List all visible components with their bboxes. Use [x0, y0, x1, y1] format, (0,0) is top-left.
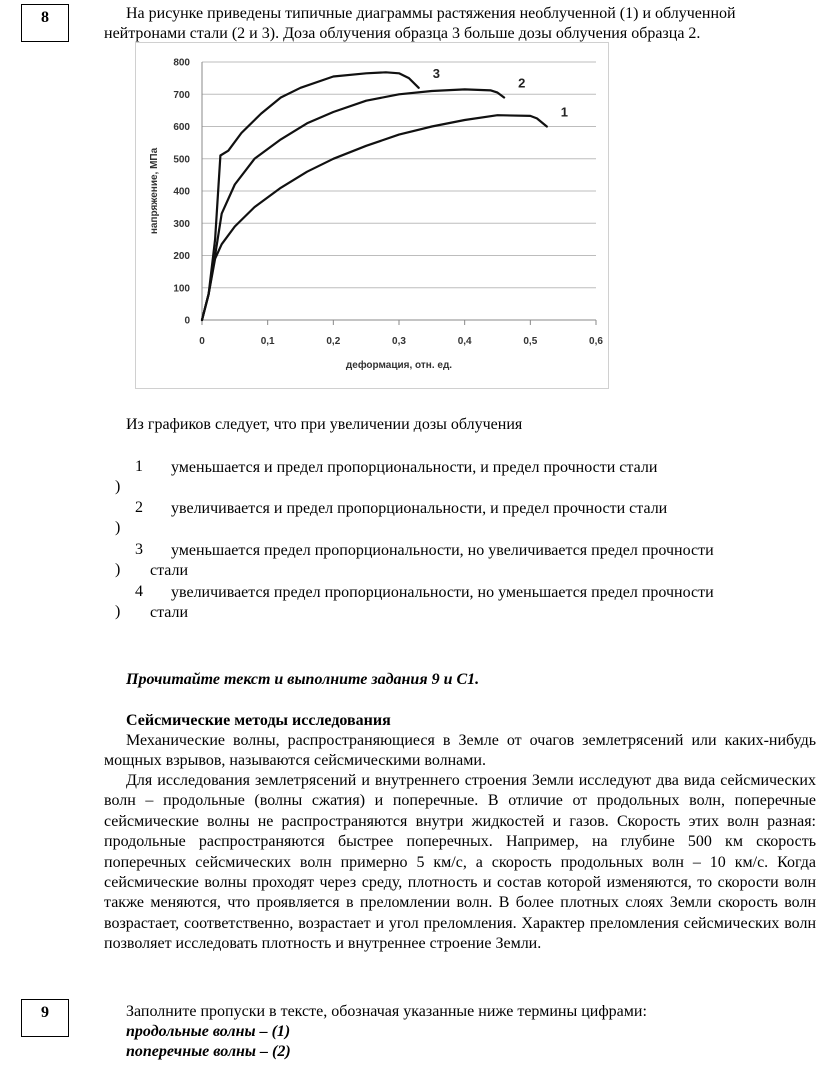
- reading-paragraph-2: Для исследования землетрясений и внутреннего строения Земли исследуют два вида сейсмических волн – продольные (волны сжатия) и поперечные. В отличие от продольных волн, поперечные сейсмические волны не распространяются внутри жидкостей и газов. Скорость этих волн разная: продольные распространяются быстрее поперечных. Например, на глубине 500 км скорость поперечных сейсмических волн примерно 5 км/с, а скорость продольных волн – 10 км/с. Когда сейсмические волны проходят через среду, плотность и состав которой изменяются, то скорости волн также меняются, что проявляется в преломлении волн. В более плотных слоях Земли скорость волн возрастает, соответственно, возрастает и угол преломления. Характер преломления сейсмических волн позволяет исследовать плотность и внутреннее строение Земли.: [104, 772, 816, 953]
- reading-paragraph-1: Механические волны, распространяющиеся в Земле от очагов землетрясений или каких-нибудь мощных взрывов, называются сейсмическими волнами.: [104, 732, 816, 769]
- y-tick-label: 400: [173, 186, 190, 198]
- option-3-text[interactable]: уменьшается предел пропорциональности, но увеличивается предел прочности: [171, 542, 714, 559]
- x-tick-label: 0,2: [326, 336, 341, 347]
- task-number-box: [21, 4, 69, 42]
- option-2-number: 2: [135, 499, 143, 516]
- x-tick-label: 0,4: [457, 336, 472, 347]
- option-2-text[interactable]: увеличивается и предел пропорциональности, и предел прочности стали: [171, 500, 668, 517]
- reading-instruction: Прочитайте текст и выполните задания 9 и С1.: [126, 671, 480, 688]
- x-tick-label: 0,1: [260, 336, 275, 347]
- x-tick-label: 0,5: [523, 336, 538, 347]
- x-axis-label: деформация, отн. ед.: [345, 360, 453, 371]
- series-line-1: [202, 115, 547, 320]
- option-3-text-line2: стали: [150, 562, 189, 579]
- task-9-instruction: Заполните пропуски в тексте, обозначая указанные ниже термины цифрами:: [126, 1003, 647, 1020]
- x-tick-label: 0,6: [589, 336, 603, 347]
- y-tick-label: 500: [173, 154, 190, 166]
- task-9-number: 9: [41, 1004, 49, 1021]
- task-intro: [104, 4, 816, 44]
- series-label-3: 3: [432, 65, 440, 81]
- y-tick-label: 0: [184, 315, 190, 327]
- x-tick-label: 0: [199, 336, 205, 347]
- task-number: 8: [41, 9, 49, 26]
- task-9-number-box: [21, 999, 69, 1037]
- option-4-text[interactable]: увеличивается предел пропорциональности, но уменьшается предел прочности: [171, 584, 714, 601]
- option-3-paren: ): [115, 561, 121, 578]
- y-tick-label: 600: [173, 122, 190, 133]
- y-tick-label: 200: [173, 251, 190, 262]
- option-4-paren: ): [115, 603, 121, 620]
- y-tick-label: 700: [173, 89, 190, 101]
- chart-svg: [136, 43, 608, 388]
- option-1-number: 1: [135, 458, 143, 475]
- series-label-1: 1: [560, 104, 568, 120]
- y-tick-label: 100: [173, 283, 190, 295]
- reading-title: Сейсмические методы исследования: [126, 712, 391, 729]
- option-2-paren: ): [115, 519, 121, 536]
- y-axis-label: напряжение, МПа: [149, 147, 160, 235]
- question-text: Из графиков следует, что при увеличении дозы облучения: [126, 416, 523, 433]
- x-tick-label: 0,3: [392, 336, 406, 347]
- stress-strain-chart: [135, 42, 609, 389]
- option-4-number: 4: [135, 583, 143, 600]
- series-line-2: [202, 89, 504, 320]
- intro-line-1: На рисунке приведены типичные диаграммы растяжения необлученной (1) и облученной: [126, 5, 736, 22]
- term-2: поперечные волны – (2): [126, 1043, 291, 1060]
- y-tick-label: 300: [173, 218, 190, 230]
- option-1-text[interactable]: уменьшается и предел пропорциональности, и предел прочности стали: [171, 459, 658, 476]
- term-1: продольные волны – (1): [126, 1023, 291, 1040]
- y-tick-label: 800: [173, 57, 190, 69]
- option-1-paren: ): [115, 478, 121, 495]
- intro-line-2: нейтронами стали (2 и 3). Доза облучения образца 3 больше дозы облучения образца 2.: [104, 25, 701, 42]
- option-4-text-line2: стали: [150, 604, 189, 621]
- option-3-number: 3: [135, 541, 143, 558]
- series-line-3: [202, 72, 419, 320]
- series-label-2: 2: [518, 75, 526, 91]
